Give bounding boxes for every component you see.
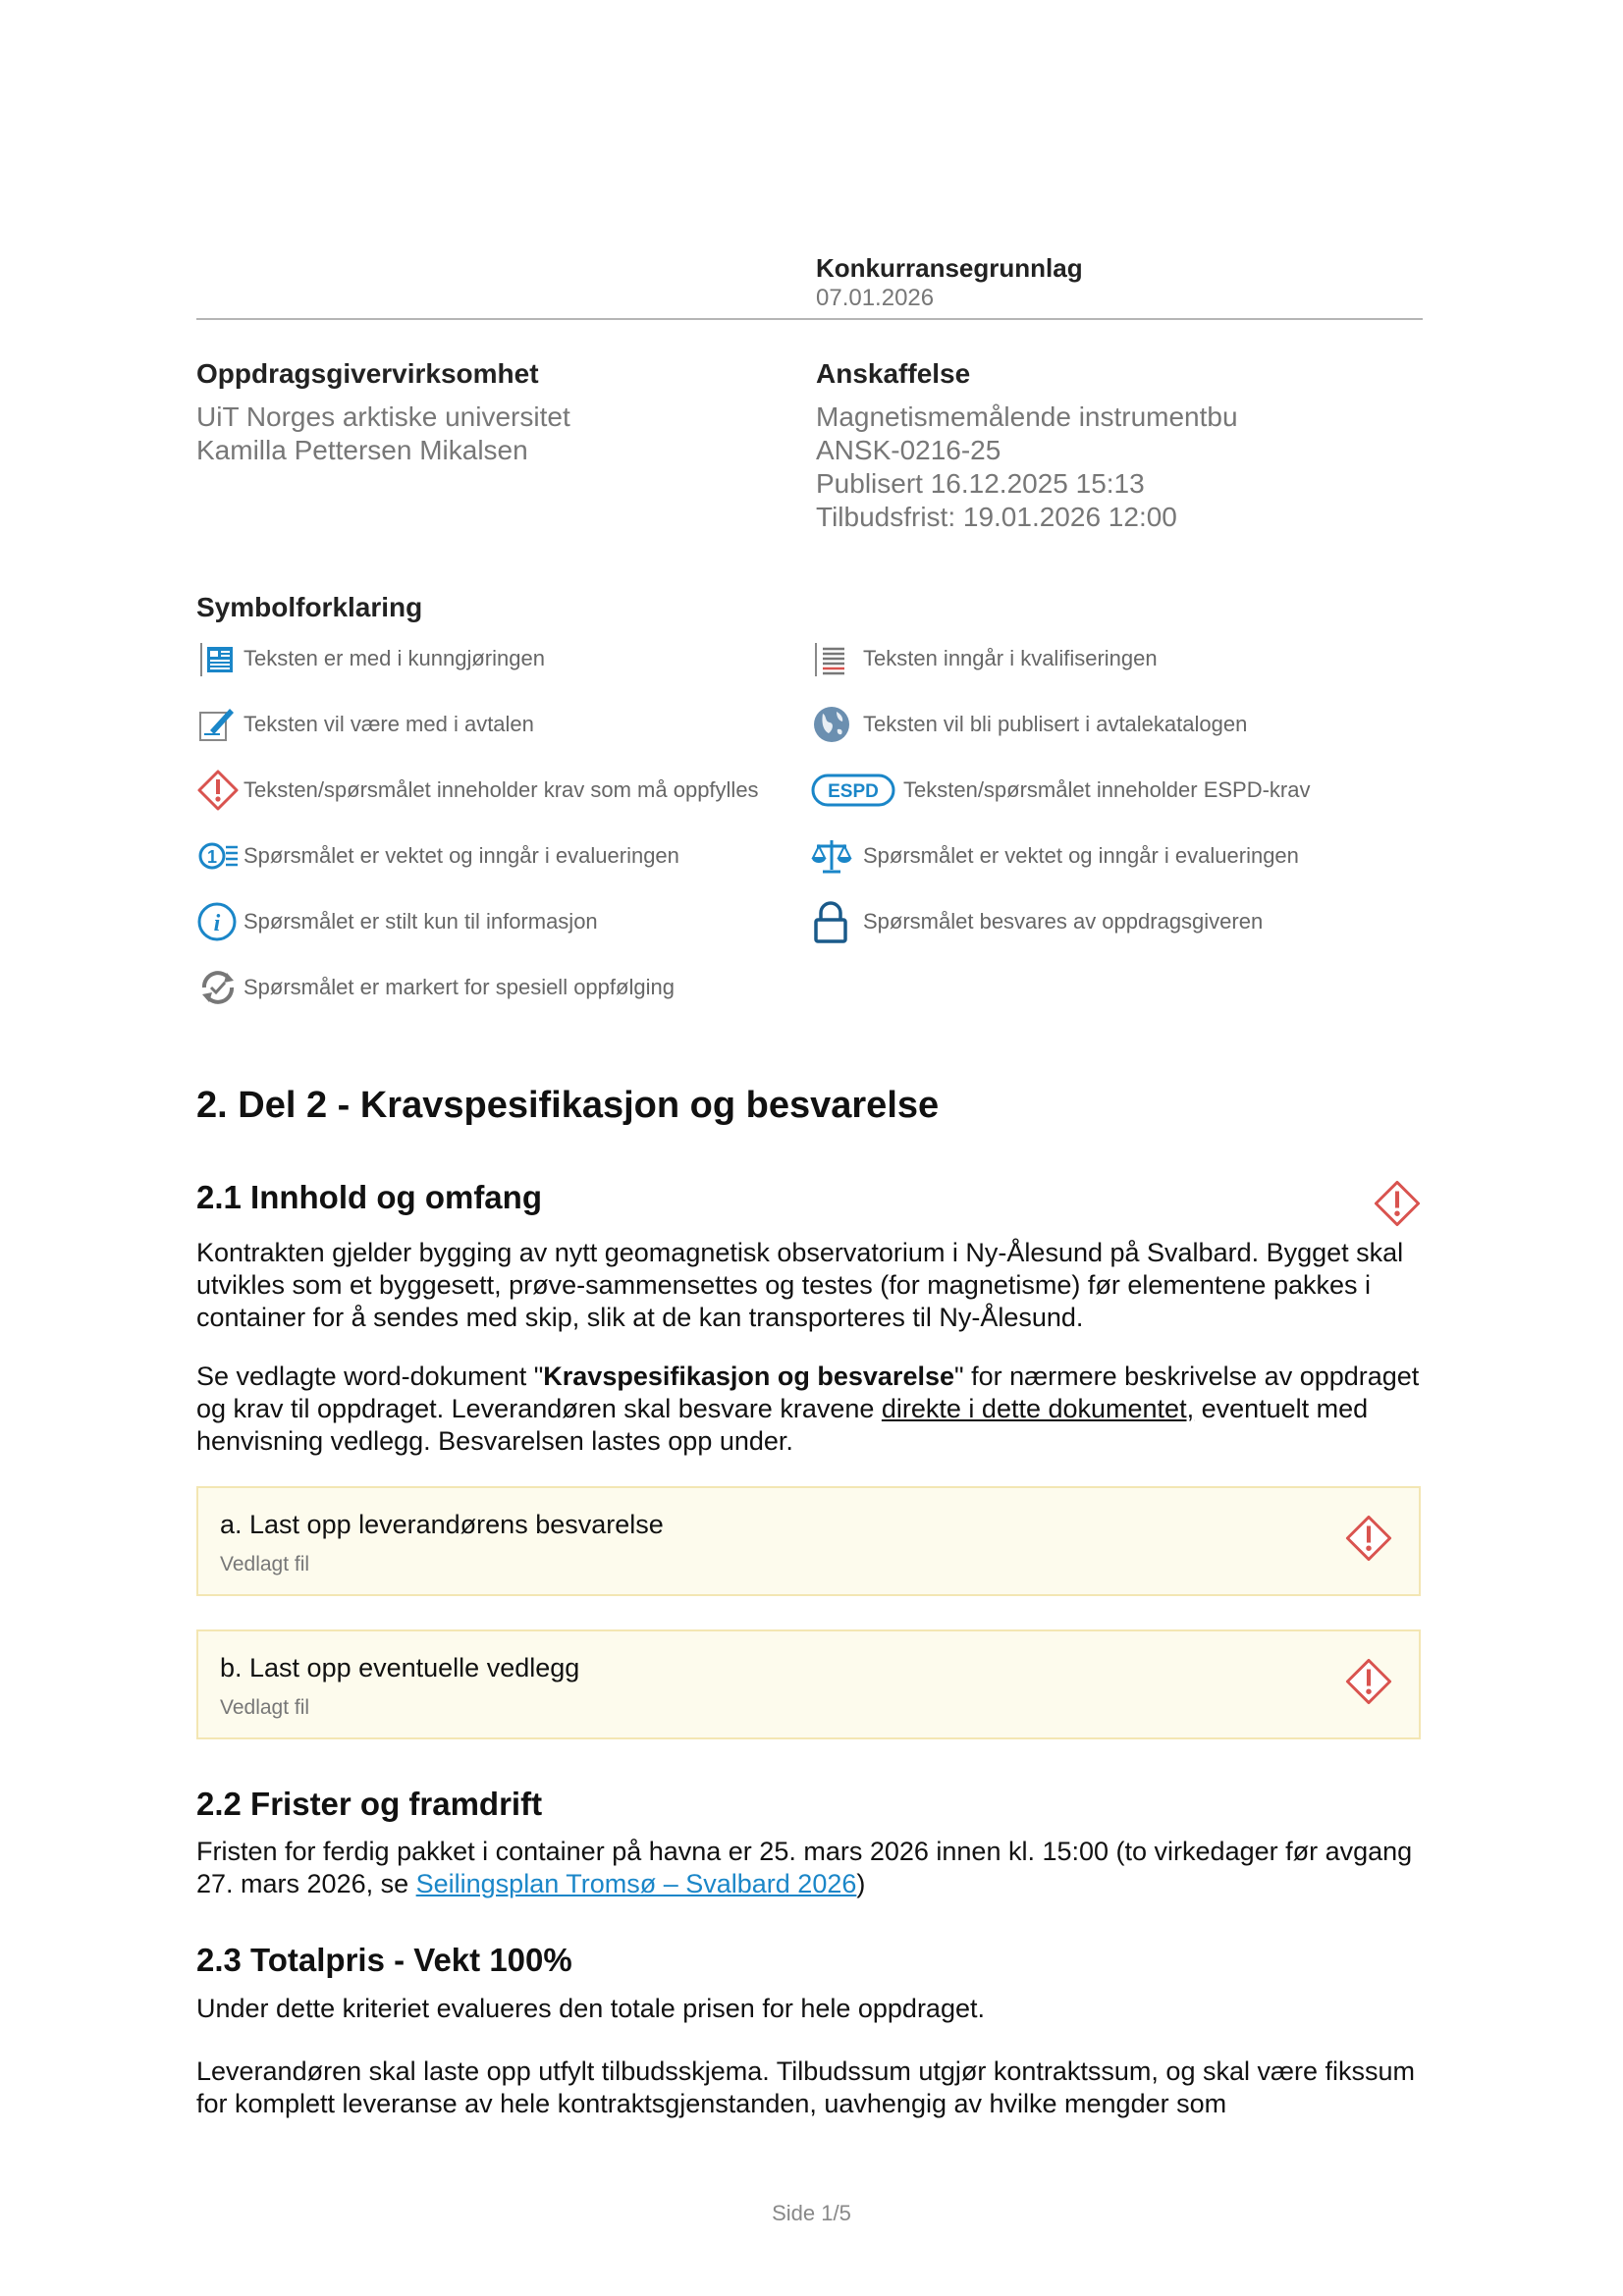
lock-icon <box>811 900 863 943</box>
contract-icon <box>196 703 243 746</box>
text-segment: ) <box>856 1869 866 1898</box>
header-divider <box>196 318 1423 320</box>
scale-icon <box>811 834 863 878</box>
espd-icon <box>811 769 903 812</box>
subsection-heading-2-2: 2.2 Frister og framdrift <box>196 1786 543 1822</box>
legend-item <box>196 900 759 943</box>
legend-left-column <box>196 637 759 1009</box>
procurement-heading: Anskaffelse <box>816 358 971 389</box>
paragraph-tender-form: Leverandøren skal laste opp utfylt tilbudsskjema. Tilbudssum utgjør kontraktssum, og skal være fikssum for komplett leveranse av hele kontraktsgjenstanden, uavhengig av hvilke mengder som <box>196 2056 1415 2118</box>
question-box-upload-attachments[interactable] <box>196 1629 1421 1739</box>
legend-label: Spørsmålet er stilt kun til informasjon <box>243 909 598 934</box>
underlined-text: direkte i dette dokumentet, <box>881 1394 1195 1423</box>
legend-item <box>811 703 1311 746</box>
legend-label: Teksten/spørsmålet inneholder ESPD-krav <box>903 777 1311 802</box>
procurement-name: Magnetismemålende instrumentbu <box>816 401 1238 432</box>
text-segment: Se vedlagte word-dokument " <box>196 1362 544 1391</box>
svg-text:i: i <box>213 911 221 936</box>
legend-item <box>196 966 759 1009</box>
document-title: Konkurransegrunnlag <box>816 253 1083 283</box>
announcement-icon <box>196 637 243 680</box>
legend-item <box>811 834 1311 878</box>
legend-label: Spørsmålet er vektet og inngår i evalueringen <box>863 843 1299 868</box>
procurement-published: Publisert 16.12.2025 15:13 <box>816 468 1145 499</box>
legend-item <box>811 637 1311 680</box>
paragraph-deadline <box>196 1836 1423 1900</box>
sailing-schedule-link[interactable]: Seilingsplan Tromsø – Svalbard 2026 <box>415 1869 857 1898</box>
text-segment: eventuelt med henvisning vedlegg. Besvarelsen lastes opp under. <box>196 1394 1369 1456</box>
paragraph-scope: Kontrakten gjelder bygging av nytt geomagnetisk observatorium i Ny-Ålesund på Svalbard. Bygget skal utvikles som et byggesett, prøve-sammensettes og testes (for magnetisme) før elementene pakkes i container for å sendes med skip, slik at de kan transporteres til Ny-Ålesund. <box>196 1238 1404 1332</box>
section-heading: 2. Del 2 - Kravspesifikasjon og besvarelse <box>196 1085 940 1126</box>
qualification-icon <box>811 637 863 680</box>
requirement-icon <box>1344 1514 1393 1568</box>
bold-document-name: Kravspesifikasjon og besvarelse <box>543 1362 954 1391</box>
procurement-ref: ANSK-0216-25 <box>816 435 1001 465</box>
legend-label: Spørsmålet besvares av oppdragsgiveren <box>863 909 1264 934</box>
legend-label: Spørsmålet er markert for spesiell oppfølging <box>243 975 675 999</box>
requirement-icon <box>1373 1179 1422 1233</box>
procurement-info <box>816 400 1238 534</box>
question-title: a. Last opp leverandørens besvarelse <box>220 1510 664 1539</box>
document-date: 07.01.2026 <box>816 285 935 311</box>
requirement-icon <box>1344 1657 1393 1711</box>
question-box-upload-response[interactable] <box>196 1486 1421 1596</box>
followup-icon <box>196 966 243 1009</box>
espd-badge-text: ESPD <box>828 781 879 802</box>
legend-label: Teksten inngår i kvalifiseringen <box>863 646 1158 670</box>
legend-title: Symbolforklaring <box>196 592 423 622</box>
weighted-list-icon <box>196 834 243 878</box>
page-number: Side 1/5 <box>772 2201 851 2225</box>
subsection-heading-2-1: 2.1 Innhold og omfang <box>196 1179 542 1215</box>
legend-label: Spørsmålet er vektet og inngår i evalueringen <box>243 843 679 868</box>
legend-item <box>196 703 759 746</box>
text-segment: " for nærmere beskrivelse av oppdraget og krav til oppdraget. Leverandøren skal besvare kravene <box>196 1362 1420 1423</box>
legend-item <box>196 637 759 680</box>
paragraph-attachment <box>196 1361 1423 1458</box>
legend-item <box>196 769 759 812</box>
buyer-org: UiT Norges arktiske universitet <box>196 401 570 432</box>
legend-label: Teksten er med i kunngjøringen <box>243 646 545 670</box>
legend-item <box>196 834 759 878</box>
legend-item <box>811 900 1311 943</box>
globe-icon <box>811 703 863 746</box>
subsection-heading-2-3: 2.3 Totalpris - Vekt 100% <box>196 1942 572 1978</box>
buyer-contact: Kamilla Pettersen Mikalsen <box>196 435 528 465</box>
question-subtitle: Vedlagt fil <box>220 1696 310 1719</box>
buyer-heading: Oppdragsgivervirksomhet <box>196 358 539 389</box>
buyer-info <box>196 400 570 467</box>
requirement-icon <box>196 769 243 812</box>
svg-text:1: 1 <box>206 847 218 867</box>
legend-label: Teksten vil bli publisert i avtalekatalogen <box>863 712 1248 736</box>
question-subtitle: Vedlagt fil <box>220 1553 310 1575</box>
paragraph-criterion: Under dette kriteriet evalueres den totale prisen for hele oppdraget. <box>196 1994 985 2023</box>
text-segment: Fristen for ferdig pakket i container på havna er 25. mars 2026 innen kl. 15:00 (to virkedager før avgang 27. mars 2026, se <box>196 1837 1413 1898</box>
legend-label: Teksten vil være med i avtalen <box>243 712 534 736</box>
legend-right-column <box>811 637 1311 943</box>
legend-label: Teksten/spørsmålet inneholder krav som må oppfylles <box>243 777 759 802</box>
question-title: b. Last opp eventuelle vedlegg <box>220 1653 580 1682</box>
procurement-deadline: Tilbudsfrist: 19.01.2026 12:00 <box>816 502 1177 532</box>
legend-item <box>811 769 1311 812</box>
info-icon <box>196 900 243 943</box>
